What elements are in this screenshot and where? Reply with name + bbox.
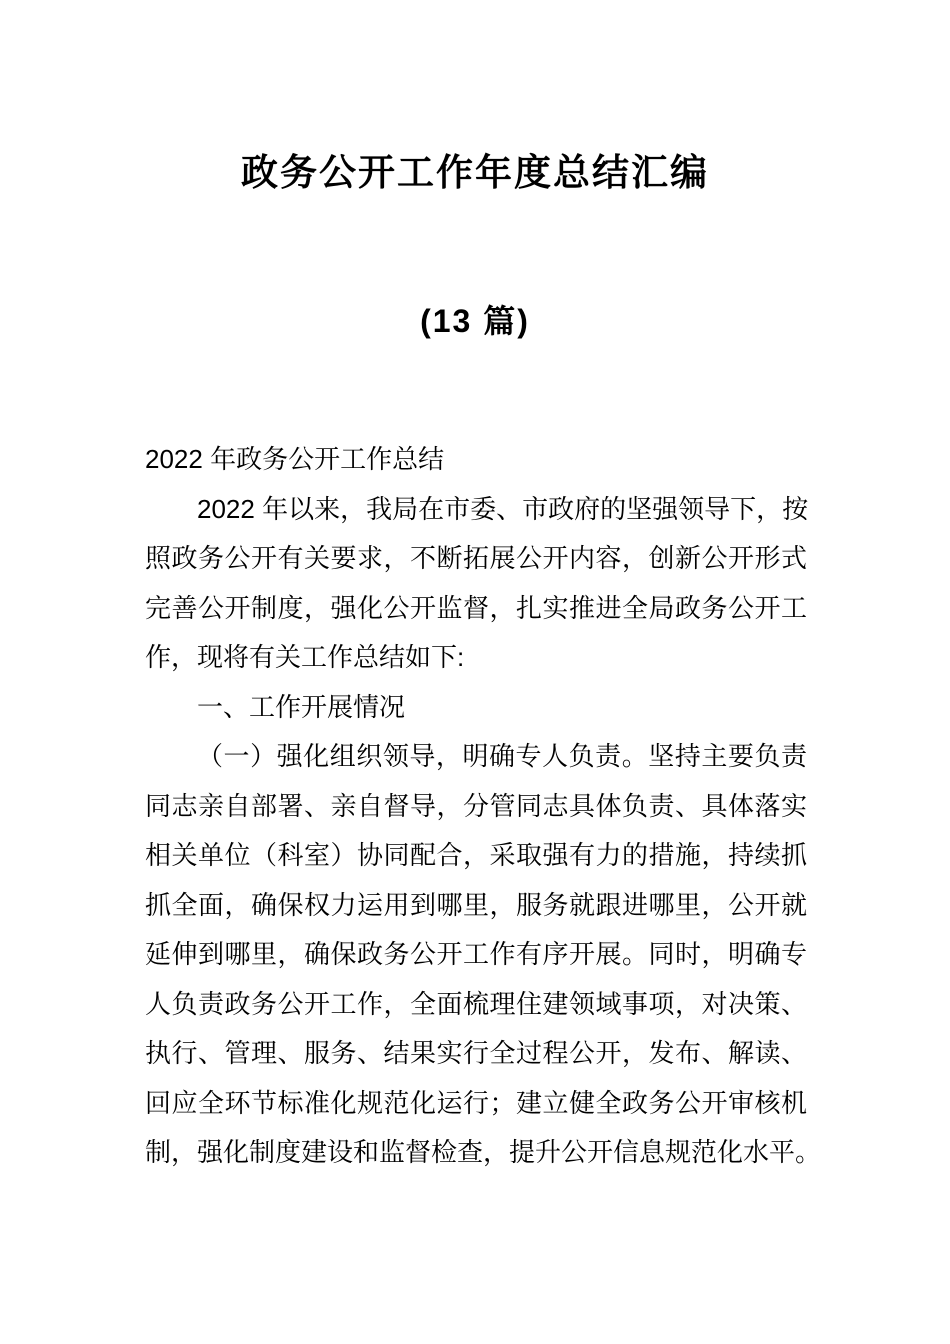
body-text-line: 完善公开制度，强化公开监督，扎实推进全局政务公开工 [145,592,807,623]
body-text-line: 执行、管理、服务、结果实行全过程公开，发布、解读、 [145,1038,807,1068]
body-text-line: 2022 年以来，我局在市委、市政府的坚强领导下，按 [197,493,809,524]
document-title: 政务公开工作年度总结汇编 [241,152,709,193]
body-text-line: 制，强化制度建设和监督检查，提升公开信息规范化水平。 [145,1137,822,1167]
body-text-line: 2022 年政务公开工作总结 [145,444,445,474]
body-text-line: 回应全环节标准化规范化运行；建立健全政务公开审核机 [145,1087,807,1118]
body-text-line: 作，现将有关工作总结如下: [145,642,465,672]
body-text-line: 一、工作开展情况 [197,691,406,722]
document-subtitle: (13 篇) [420,303,530,339]
body-text-line: 人负责政务公开工作，全面梳理住建领域事项，对决策、 [145,988,807,1019]
body-text-line: （一）强化组织领导，明确专人负责。坚持主要负责 [197,741,807,771]
body-text-line: 同志亲自部署、亲自督导，分管同志具体负责、具体落实 [145,790,807,821]
body-text-line: 照政务公开有关要求，不断拓展公开内容，创新公开形式 [145,543,807,573]
body-text-line: 延伸到哪里，确保政务公开工作有序开展。同时，明确专 [145,939,807,969]
body-text-line: 抓全面，确保权力运用到哪里，服务就跟进哪里，公开就 [145,889,807,920]
body-text-line: 相关单位（科室）协同配合，采取强有力的措施，持续抓 [145,840,807,870]
document-body [145,435,822,1178]
